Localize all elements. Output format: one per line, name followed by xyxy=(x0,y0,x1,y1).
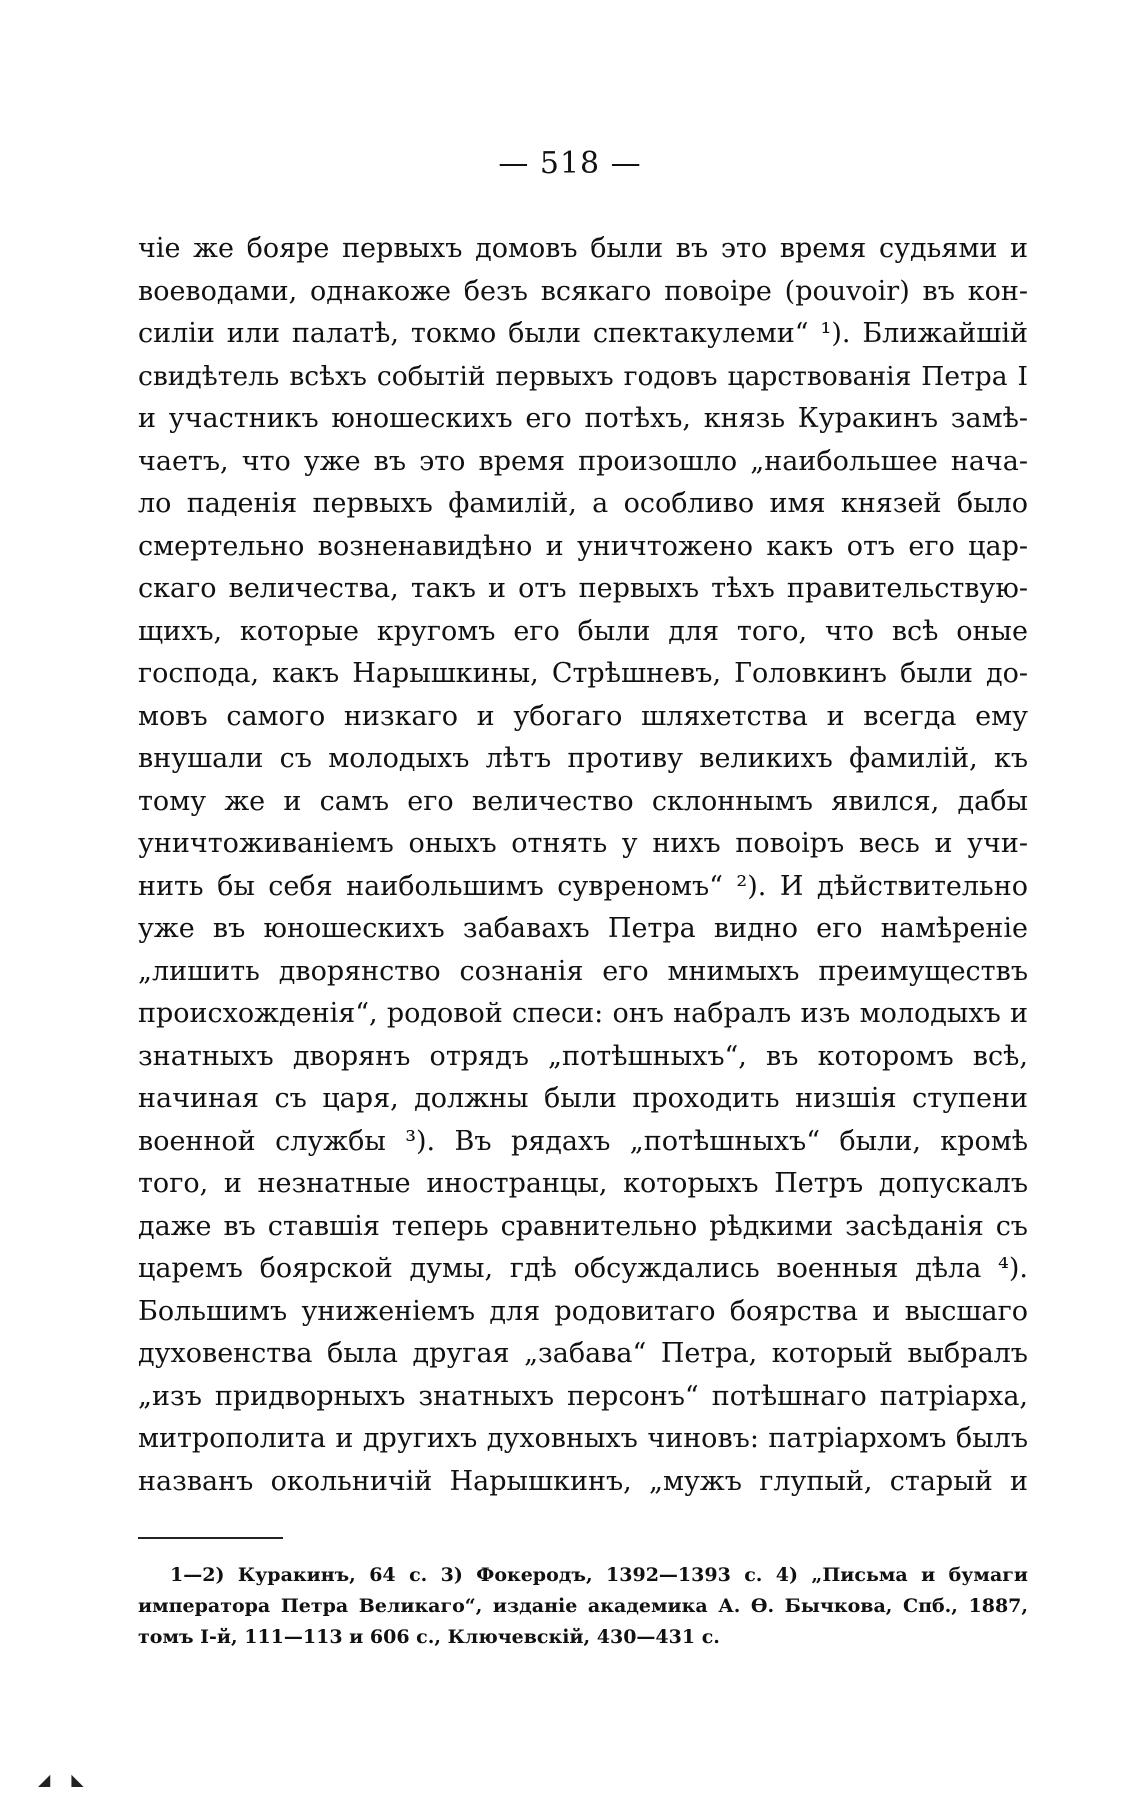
footnote-line: императора Петра Великаго“, изданіе академика А. Ѳ. Бычкова, Спб., 1887, xyxy=(138,1595,1028,1617)
text-line: „изъ придворныхъ знатныхъ персонъ“ потѣшнаго патріарха, xyxy=(138,1380,1028,1412)
text-line: Большимъ униженіемъ для родовитаго боярства и высшаго xyxy=(138,1295,1028,1327)
text-line: и участникъ юношескихъ его потѣхъ, князь Куракинъ замѣ- xyxy=(138,403,1028,434)
text-line: чаетъ, что уже въ это время произошло „наибольшее нача- xyxy=(138,445,1028,477)
text-line: царемъ боярской думы, гдѣ обсуждались военныя дѣла ⁴). xyxy=(138,1253,1028,1284)
page-number: — 518 — xyxy=(498,146,642,181)
text-line: „лишить дворянство сознанія его мнимыхъ преимуществъ xyxy=(138,955,1028,987)
text-line: щихъ, которые кругомъ его были для того, что всѣ оные xyxy=(138,615,1028,647)
text-line: митрополита и другихъ духовныхъ чиновъ: патріархомъ былъ xyxy=(138,1423,1028,1454)
text-line: свидѣтель всѣхъ событій первыхъ годовъ царствованія Петра I xyxy=(138,360,1028,392)
text-line: смертельно возненавидѣно и уничтожено какъ отъ его цар- xyxy=(138,530,1028,562)
text-line: даже въ ставшія теперь сравнительно рѣдкими засѣданія съ xyxy=(138,1210,1028,1242)
text-line: военной службы ³). Въ рядахъ „потѣшныхъ“ были, кромѣ xyxy=(138,1125,1028,1157)
body-text xyxy=(138,228,1028,1503)
scan-corner-mark: ◢ ◣ xyxy=(38,1770,92,1789)
text-line: внушали съ молодыхъ лѣтъ противу великихъ фамилій, къ xyxy=(138,743,1028,774)
text-line: того, и незнатные иностранцы, которыхъ Петръ допускалъ xyxy=(138,1168,1028,1199)
text-line: уничтоживаніемъ оныхъ отнять у нихъ повоіръ весь и учи- xyxy=(138,828,1028,859)
footnote-line: 1—2) Куракинъ, 64 с. 3) Фокеродъ, 1392—1393 с. 4) „Письма и бумаги xyxy=(170,1564,1028,1586)
footnotes xyxy=(138,1560,1028,1653)
text-line: происхожденія“, родовой спеси: онъ набралъ изъ молодыхъ и xyxy=(138,998,1028,1029)
text-line: господа, какъ Нарышкины, Стрѣшневъ, Головкинъ были до- xyxy=(138,658,1028,689)
text-line: силіи или палатѣ, токмо были спектакулеми“ ¹). Ближайшій xyxy=(138,318,1028,349)
footnote-divider xyxy=(138,1537,283,1539)
text-line: уже въ юношескихъ забавахъ Петра видно его намѣреніе xyxy=(138,913,1028,944)
text-line: мовъ самого низкаго и убогаго шляхетства и всегда ему xyxy=(138,700,1028,732)
text-line: скаго величества, такъ и отъ первыхъ тѣхъ правительствую- xyxy=(138,573,1028,604)
text-line: воеводами, однакоже безъ всякаго повоіре (pouvoir) въ кон- xyxy=(138,275,1028,307)
text-line: нить бы себя наибольшимъ сувреномъ“ ²). И дѣйствительно xyxy=(138,870,1028,902)
text-line: ло паденія первыхъ фамилій, а особливо имя князей было xyxy=(138,488,1028,519)
footnote-line: томъ I-й, 111—113 и 606 с., Ключевскій, 430—431 с. xyxy=(138,1626,720,1648)
text-line: названъ окольничій Нарышкинъ, „мужъ глупый, старый и xyxy=(138,1465,1028,1497)
text-line: чіе же бояре первыхъ домовъ были въ это время судьями и xyxy=(138,233,1028,264)
text-line: духовенства была другая „забава“ Петра, который выбралъ xyxy=(138,1338,1028,1369)
text-line: знатныхъ дворянъ отрядъ „потѣшныхъ“, въ которомъ всѣ, xyxy=(138,1040,1028,1072)
text-line: тому же и самъ его величество склоннымъ явился, дабы xyxy=(138,785,1028,817)
text-line: начиная съ царя, должны были проходить низшія ступени xyxy=(138,1083,1028,1114)
